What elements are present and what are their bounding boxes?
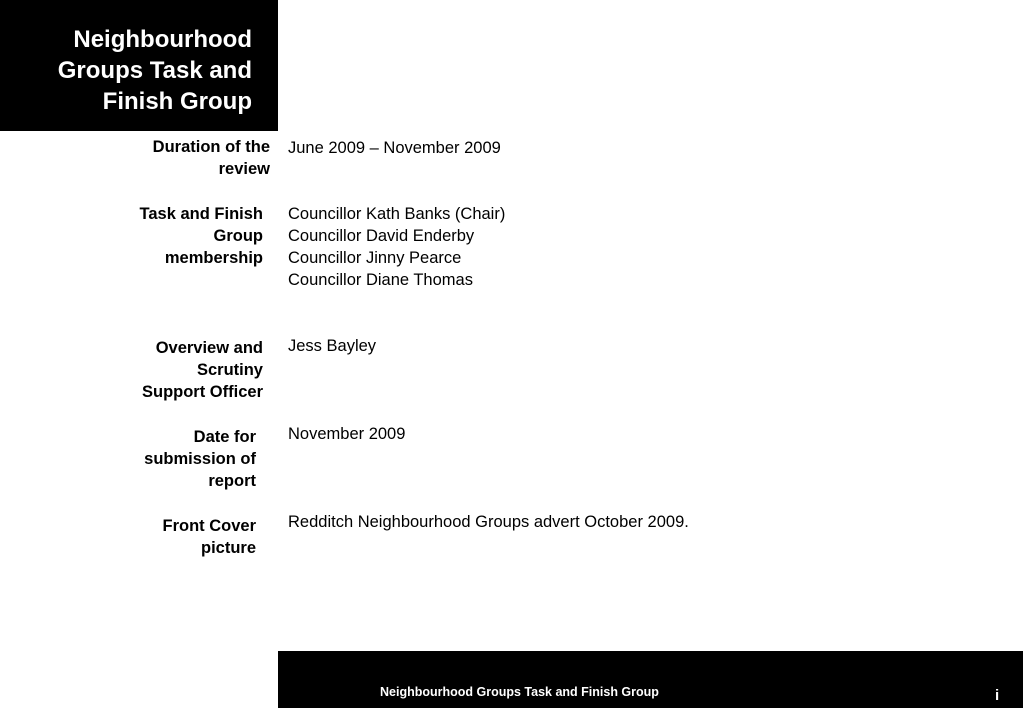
membership-label xyxy=(140,203,263,269)
title-line-1: Neighbourhood xyxy=(73,26,252,53)
duration-label xyxy=(153,136,270,180)
footer-text: Neighbourhood Groups Task and Finish Group xyxy=(380,685,659,699)
cover-label xyxy=(162,515,256,559)
officer-label xyxy=(142,337,263,403)
membership-label-line-3: membership xyxy=(164,249,263,267)
duration-label-line-1: Duration of the xyxy=(152,138,270,156)
membership-label-line-1: Task and Finish xyxy=(139,205,263,223)
title-block xyxy=(0,0,278,131)
submission-value: November 2009 xyxy=(288,425,406,443)
cover-label-line-1: Front Cover xyxy=(162,517,256,535)
submission-label-line-3: report xyxy=(208,472,256,490)
membership-list xyxy=(288,203,505,291)
member-item: Councillor Kath Banks (Chair) xyxy=(288,205,506,223)
member-item: Councillor Diane Thomas xyxy=(288,271,473,289)
submission-label xyxy=(144,426,256,492)
page-number: i xyxy=(995,687,1000,704)
member-item: Councillor David Enderby xyxy=(288,227,475,245)
duration-value: June 2009 – November 2009 xyxy=(288,139,501,157)
cover-label-line-2: picture xyxy=(200,539,256,557)
title-line-2: Groups Task and xyxy=(57,57,252,84)
page-footer xyxy=(278,651,1023,708)
officer-value: Jess Bayley xyxy=(288,337,377,355)
member-item: Councillor Jinny Pearce xyxy=(288,249,462,267)
officer-label-line-3: Support Officer xyxy=(141,383,263,401)
cover-value: Redditch Neighbourhood Groups advert October 2009. xyxy=(288,513,689,531)
title-line-3: Finish Group xyxy=(102,88,252,115)
document-title xyxy=(58,24,252,117)
officer-label-line-1: Overview and xyxy=(155,339,263,357)
submission-label-line-1: Date for xyxy=(193,428,256,446)
duration-label-line-2: review xyxy=(218,160,270,178)
submission-label-line-2: submission of xyxy=(144,450,256,468)
membership-label-line-2: Group xyxy=(213,227,263,245)
officer-label-line-2: Scrutiny xyxy=(196,361,263,379)
